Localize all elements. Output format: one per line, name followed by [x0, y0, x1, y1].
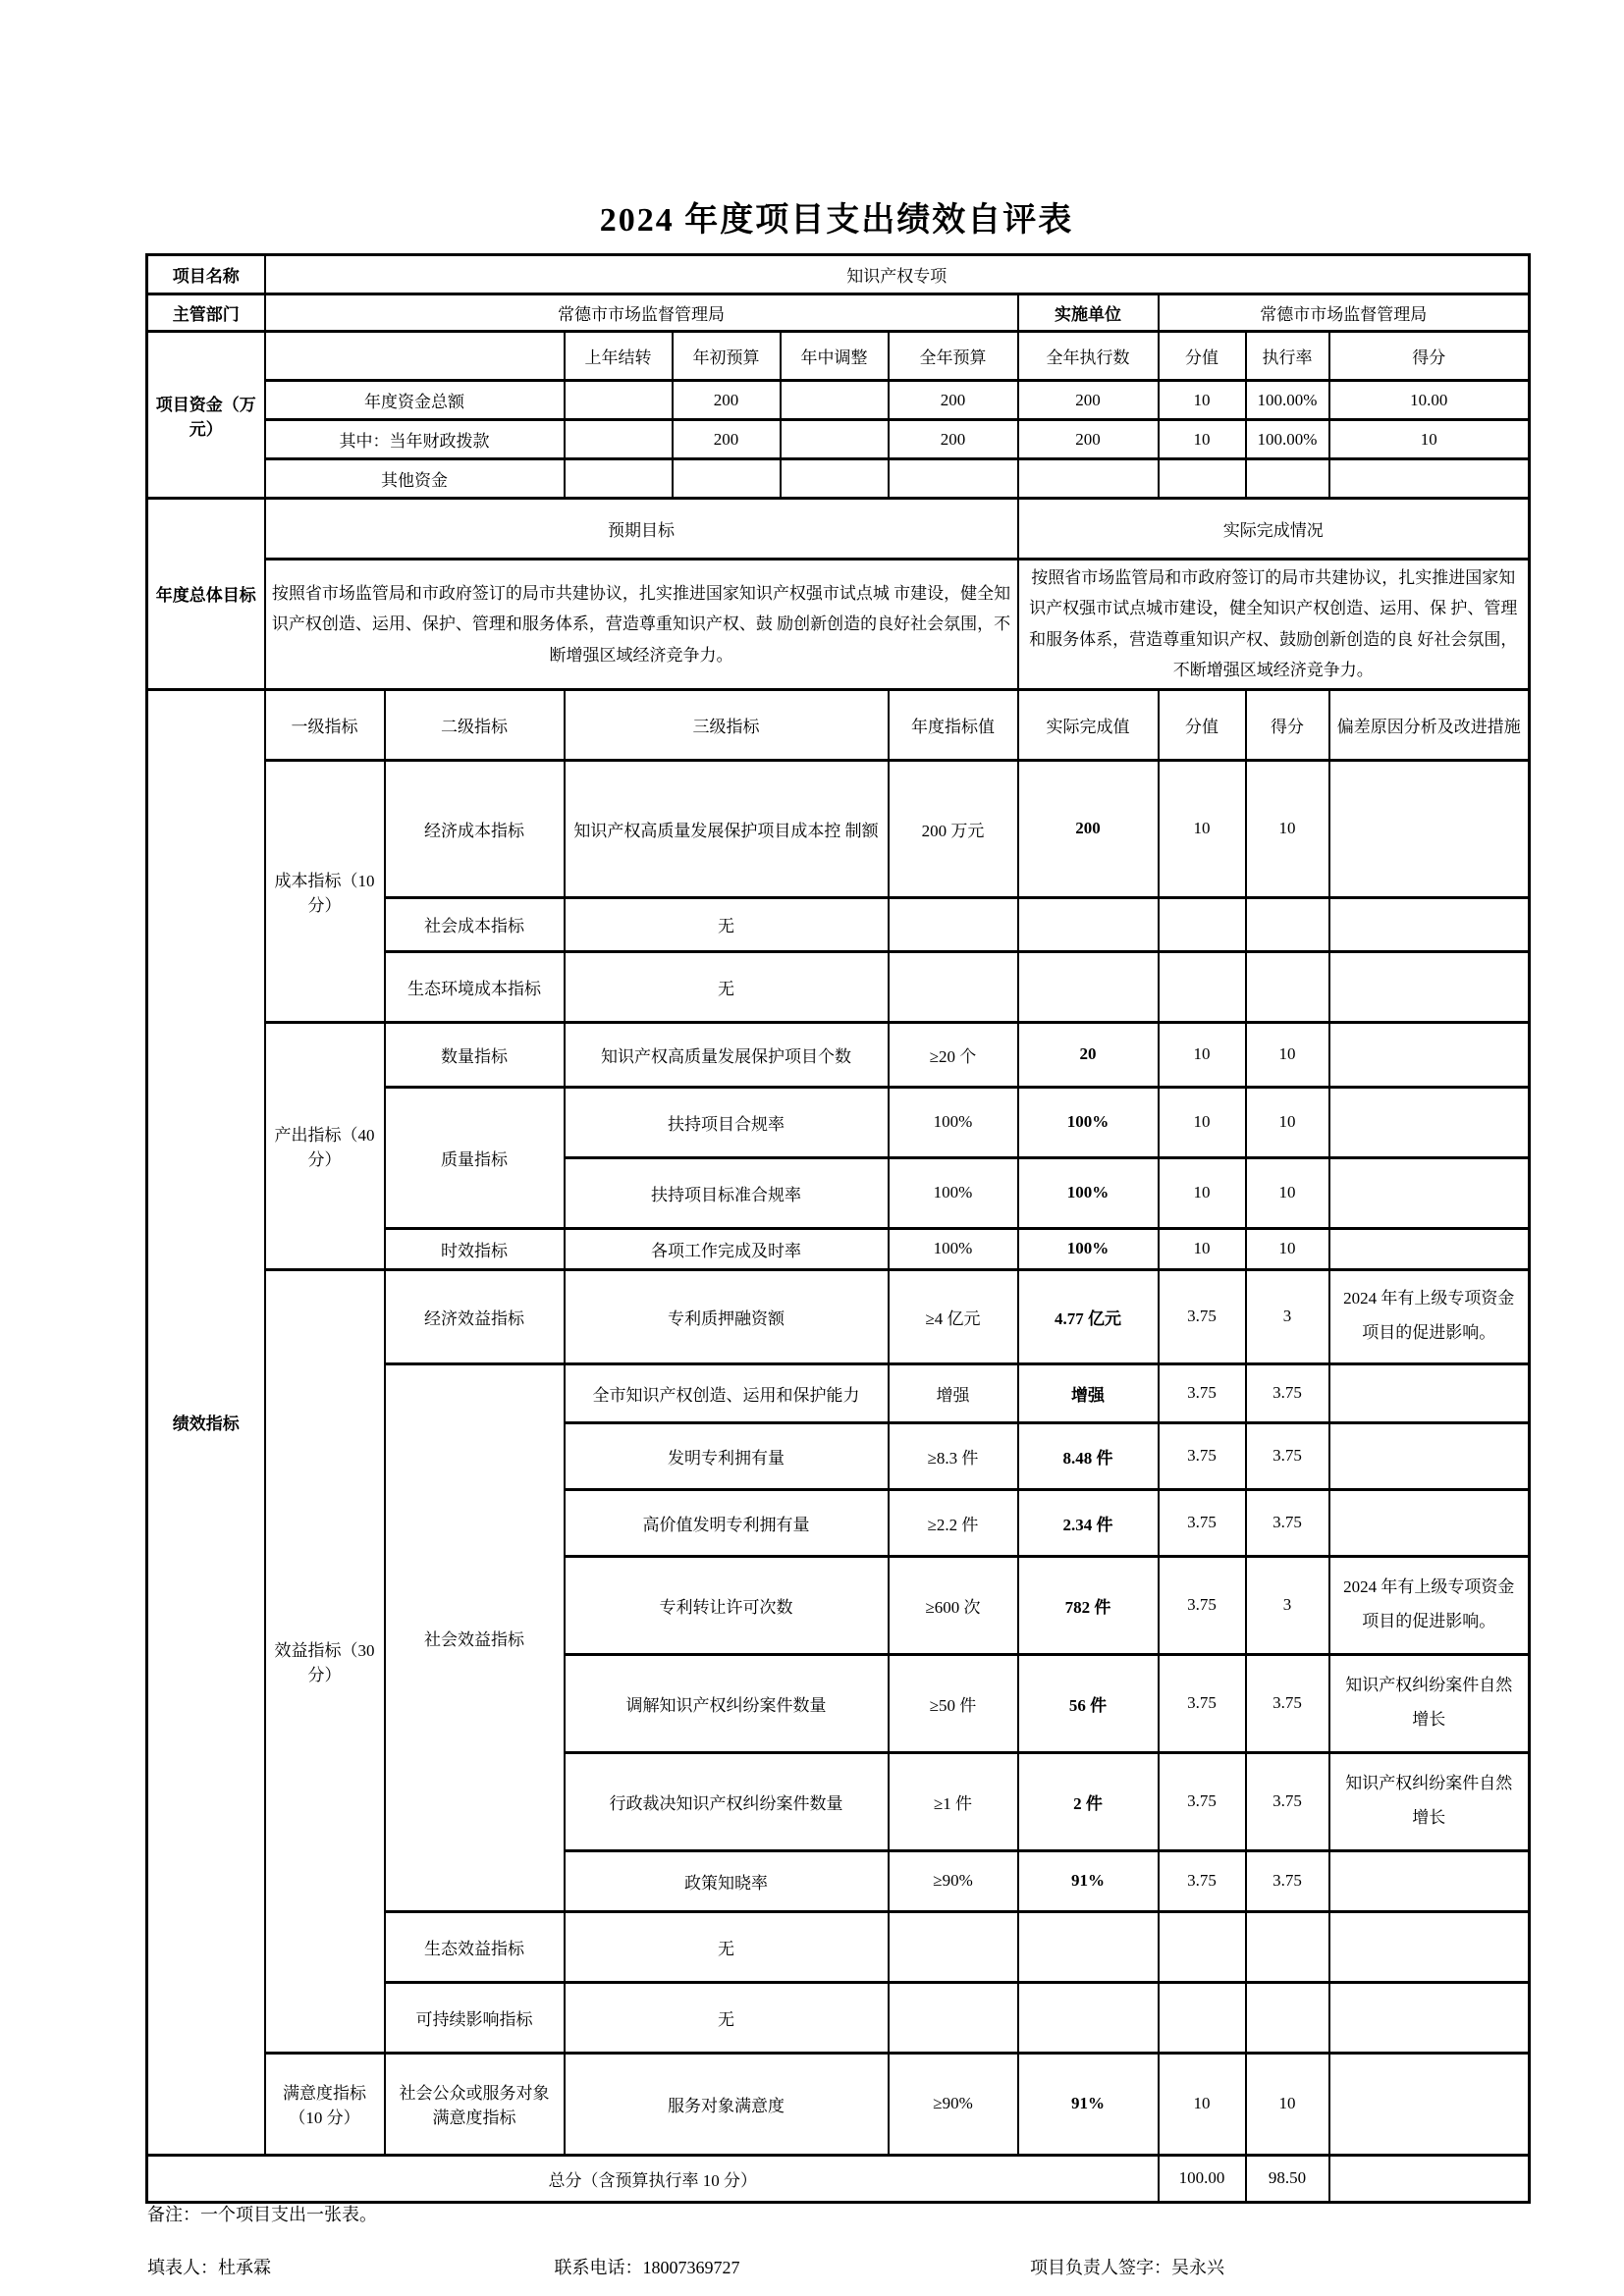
score-max: 3.75	[1159, 1850, 1246, 1911]
score: 3.75	[1246, 1422, 1329, 1489]
target-value: 增强	[889, 1363, 1018, 1422]
score-max: 3.75	[1159, 1422, 1246, 1489]
funding-row-label: 其中：当年财政拨款	[265, 420, 565, 459]
funding-cell: 200	[673, 381, 781, 420]
funding-cell	[781, 459, 889, 499]
funding-cell	[565, 459, 673, 499]
funding-cell: 10	[1159, 381, 1246, 420]
target-value	[889, 1982, 1018, 2053]
target-value: 100%	[889, 1228, 1018, 1269]
score-max: 10	[1159, 2053, 1246, 2155]
indicator-col-header: 三级指标	[565, 689, 889, 760]
indicator-row	[147, 2053, 1530, 2155]
target-value: ≥20 个	[889, 1022, 1018, 1087]
deviation-note	[1329, 1157, 1530, 1228]
funding-row-label: 年度资金总额	[265, 381, 565, 420]
total-score: 98.50	[1246, 2155, 1329, 2202]
target-value: ≥8.3 件	[889, 1422, 1018, 1489]
score: 3	[1246, 1556, 1329, 1654]
deviation-note	[1329, 1982, 1530, 2053]
funding-col-header: 年中调整	[781, 332, 889, 381]
level3-name: 调解知识产权纠纷案件数量	[565, 1654, 889, 1752]
deviation-note: 知识产权纠纷案件自然 增长	[1329, 1752, 1530, 1850]
level3-name: 扶持项目标准合规率	[565, 1157, 889, 1228]
score-max: 3.75	[1159, 1269, 1246, 1363]
score: 10	[1246, 1087, 1329, 1157]
deviation-note	[1329, 1022, 1530, 1087]
funding-cell	[673, 459, 781, 499]
funding-cell: 200	[673, 420, 781, 459]
target-value: ≥90%	[889, 1850, 1018, 1911]
deviation-note	[1329, 1422, 1530, 1489]
score: 3.75	[1246, 1752, 1329, 1850]
level3-name: 扶持项目合规率	[565, 1087, 889, 1157]
score: 3.75	[1246, 1363, 1329, 1422]
indicator-section-label: 绩效指标	[147, 689, 265, 2155]
funding-cell	[1329, 459, 1530, 499]
contact-phone: 联系电话：18007369727	[554, 2258, 740, 2277]
level2-econ-cost: 经济成本指标	[385, 760, 565, 897]
deviation-note	[1329, 1911, 1530, 1982]
indicator-col-header: 偏差原因分析及改进措施	[1329, 689, 1530, 760]
target-value: ≥1 件	[889, 1752, 1018, 1850]
impl-unit-label: 实施单位	[1018, 294, 1159, 332]
funding-cell	[1018, 459, 1159, 499]
deviation-note	[1329, 1363, 1530, 1422]
score: 10	[1246, 760, 1329, 897]
actual-value: 4.77 亿元	[1018, 1269, 1159, 1363]
score-max	[1159, 1911, 1246, 1982]
actual-completion-header: 实际完成情况	[1018, 499, 1530, 560]
empty-cell	[265, 332, 565, 381]
deviation-note: 2024 年有上级专项资金 项目的促进影响。	[1329, 1556, 1530, 1654]
level2-social-benefit: 社会效益指标	[385, 1363, 565, 1911]
actual-value	[1018, 1982, 1159, 2053]
score-max: 3.75	[1159, 1752, 1246, 1850]
level3-name: 全市知识产权创造、运用和保护能力	[565, 1363, 889, 1422]
remark-note: 备注：一个项目支出一张表。	[147, 2205, 377, 2224]
level1-benefit: 效益指标（30 分）	[265, 1269, 385, 2053]
project-name-value: 知识产权专项	[265, 255, 1530, 294]
funding-cell	[889, 459, 1018, 499]
funding-cell: 10	[1159, 420, 1246, 459]
table-row	[147, 255, 1530, 294]
actual-value: 100%	[1018, 1228, 1159, 1269]
target-value	[889, 1911, 1018, 1982]
actual-value: 91%	[1018, 1850, 1159, 1911]
funding-cell	[565, 420, 673, 459]
level2-eco-cost: 生态环境成本指标	[385, 951, 565, 1022]
level3-name: 发明专利拥有量	[565, 1422, 889, 1489]
funding-row	[147, 381, 1530, 420]
actual-value: 8.48 件	[1018, 1422, 1159, 1489]
funding-cell	[781, 420, 889, 459]
level2-sustain: 可持续影响指标	[385, 1982, 565, 2053]
deviation-note	[1329, 760, 1530, 897]
score-max	[1159, 1982, 1246, 2053]
score-max: 10	[1159, 760, 1246, 897]
level2-timeliness: 时效指标	[385, 1228, 565, 1269]
goal-section-label: 年度总体目标	[147, 499, 265, 690]
score: 3	[1246, 1269, 1329, 1363]
funding-col-header: 分值	[1159, 332, 1246, 381]
actual-value	[1018, 951, 1159, 1022]
target-value: ≥600 次	[889, 1556, 1018, 1654]
funding-col-header: 上年结转	[565, 332, 673, 381]
funding-col-header: 执行率	[1246, 332, 1329, 381]
level3-name: 无	[565, 1982, 889, 2053]
level3-name: 专利转让许可次数	[565, 1556, 889, 1654]
actual-completion-text: 按照省市场监管局和市政府签订的局市共建协议，扎实推进国家知识产权强市试点城市建设，健全知识产权创造、运用、保 护、管理和服务体系，营造尊重知识产权、鼓励创新创造的良 好社会氛围，不断增强区域经济竞争力。	[1018, 560, 1530, 690]
indicator-col-header: 年度指标值	[889, 689, 1018, 760]
score	[1246, 1911, 1329, 1982]
indicator-col-header: 一级指标	[265, 689, 385, 760]
funding-cell: 200	[1018, 420, 1159, 459]
actual-value: 200	[1018, 760, 1159, 897]
level3-name: 服务对象满意度	[565, 2053, 889, 2155]
funding-row	[147, 459, 1530, 499]
target-value: 100%	[889, 1087, 1018, 1157]
level3-name: 政策知晓率	[565, 1850, 889, 1911]
total-row	[147, 2155, 1530, 2202]
funding-cell: 200	[889, 381, 1018, 420]
funding-cell	[1246, 459, 1329, 499]
total-label: 总分（含预算执行率 10 分）	[147, 2155, 1159, 2202]
level3-name: 知识产权高质量发展保护项目个数	[565, 1022, 889, 1087]
target-value: ≥4 亿元	[889, 1269, 1018, 1363]
funding-cell: 100.00%	[1246, 381, 1329, 420]
indicator-row	[147, 1022, 1530, 1087]
funding-col-header: 年初预算	[673, 332, 781, 381]
deviation-note	[1329, 897, 1530, 951]
level2-quantity: 数量指标	[385, 1022, 565, 1087]
indicator-row	[147, 760, 1530, 897]
score: 10	[1246, 1228, 1329, 1269]
evaluation-table	[145, 253, 1531, 2204]
level3-name: 高价值发明专利拥有量	[565, 1489, 889, 1556]
deviation-note	[1329, 1489, 1530, 1556]
score-max: 10	[1159, 1022, 1246, 1087]
deviation-note: 2024 年有上级专项资金 项目的促进影响。	[1329, 1269, 1530, 1363]
funding-cell	[781, 381, 889, 420]
level2-satisfaction: 社会公众或服务对象满意度指标	[385, 2053, 565, 2155]
score-max	[1159, 897, 1246, 951]
deviation-note	[1329, 1850, 1530, 1911]
funding-section-label: 项目资金（万元）	[147, 332, 265, 499]
actual-value: 56 件	[1018, 1654, 1159, 1752]
score	[1246, 951, 1329, 1022]
indicator-header-row	[147, 689, 1530, 760]
score: 3.75	[1246, 1654, 1329, 1752]
table-row	[147, 294, 1530, 332]
level1-output: 产出指标（40 分）	[265, 1022, 385, 1269]
indicator-col-header: 得分	[1246, 689, 1329, 760]
total-score-max: 100.00	[1159, 2155, 1246, 2202]
funding-cell: 10	[1329, 420, 1530, 459]
actual-value: 91%	[1018, 2053, 1159, 2155]
level1-cost: 成本指标（10 分）	[265, 760, 385, 1022]
level3-name: 各项工作完成及时率	[565, 1228, 889, 1269]
level3-name: 无	[565, 1911, 889, 1982]
target-value	[889, 951, 1018, 1022]
footer-signature-row	[147, 2254, 1530, 2279]
target-value: 200 万元	[889, 760, 1018, 897]
score-max: 3.75	[1159, 1363, 1246, 1422]
score-max: 3.75	[1159, 1654, 1246, 1752]
actual-value: 2 件	[1018, 1752, 1159, 1850]
funding-cell	[1159, 459, 1246, 499]
score: 3.75	[1246, 1489, 1329, 1556]
level2-eco-benefit: 生态效益指标	[385, 1911, 565, 1982]
score-max: 10	[1159, 1087, 1246, 1157]
impl-unit-value: 常德市市场监督管理局	[1159, 294, 1530, 332]
level2-social-cost: 社会成本指标	[385, 897, 565, 951]
funding-cell: 200	[889, 420, 1018, 459]
indicator-col-header: 分值	[1159, 689, 1246, 760]
deviation-note	[1329, 1087, 1530, 1157]
actual-value: 100%	[1018, 1157, 1159, 1228]
deviation-note	[1329, 2053, 1530, 2155]
project-leader-signature: 项目负责人签字：吴永兴	[1030, 2258, 1224, 2277]
score-max: 3.75	[1159, 1556, 1246, 1654]
page-title: 2024 年度项目支出绩效自评表	[599, 202, 1074, 239]
score: 10	[1246, 1157, 1329, 1228]
level3-name: 专利质押融资额	[565, 1269, 889, 1363]
actual-value: 增强	[1018, 1363, 1159, 1422]
goal-text-row	[147, 560, 1530, 690]
score-max: 3.75	[1159, 1489, 1246, 1556]
target-value: ≥90%	[889, 2053, 1018, 2155]
dept-label: 主管部门	[147, 294, 265, 332]
funding-col-header: 得分	[1329, 332, 1530, 381]
score: 3.75	[1246, 1850, 1329, 1911]
goal-header-row	[147, 499, 1530, 560]
funding-cell: 100.00%	[1246, 420, 1329, 459]
funding-header-row	[147, 332, 1530, 381]
funding-row-label: 其他资金	[265, 459, 565, 499]
actual-value: 782 件	[1018, 1556, 1159, 1654]
actual-value	[1018, 897, 1159, 951]
funding-row	[147, 420, 1530, 459]
funding-cell	[565, 381, 673, 420]
indicator-row	[147, 1269, 1530, 1363]
expected-goal-header: 预期目标	[265, 499, 1018, 560]
form-filler: 填表人：杜承霖	[147, 2258, 271, 2277]
score	[1246, 1982, 1329, 2053]
project-name-label: 项目名称	[147, 255, 265, 294]
deviation-note	[1329, 1228, 1530, 1269]
score: 10	[1246, 1022, 1329, 1087]
indicator-col-header: 实际完成值	[1018, 689, 1159, 760]
indicator-col-header: 二级指标	[385, 689, 565, 760]
empty-cell	[1329, 2155, 1530, 2202]
level3-name: 无	[565, 897, 889, 951]
level1-satisfaction: 满意度指标（10 分）	[265, 2053, 385, 2155]
target-value	[889, 897, 1018, 951]
funding-col-header: 全年执行数	[1018, 332, 1159, 381]
target-value: ≥2.2 件	[889, 1489, 1018, 1556]
actual-value: 20	[1018, 1022, 1159, 1087]
level2-econ-benefit: 经济效益指标	[385, 1269, 565, 1363]
actual-value: 100%	[1018, 1087, 1159, 1157]
score-max: 10	[1159, 1228, 1246, 1269]
level3-name: 无	[565, 951, 889, 1022]
expected-goal-text: 按照省市场监管局和市政府签订的局市共建协议，扎实推进国家知识产权强市试点城 市建设，健全知识产权创造、运用、保护、管理和服务体系，营造尊重知识产权、鼓 励创新创造的良好社会氛围，不断增强区域经济竞争力。	[265, 560, 1018, 690]
deviation-note: 知识产权纠纷案件自然 增长	[1329, 1654, 1530, 1752]
score	[1246, 897, 1329, 951]
score-max	[1159, 951, 1246, 1022]
funding-col-header: 全年预算	[889, 332, 1018, 381]
score: 10	[1246, 2053, 1329, 2155]
level3-name: 行政裁决知识产权纠纷案件数量	[565, 1752, 889, 1850]
deviation-note	[1329, 951, 1530, 1022]
actual-value	[1018, 1911, 1159, 1982]
target-value: ≥50 件	[889, 1654, 1018, 1752]
funding-cell: 10.00	[1329, 381, 1530, 420]
score-max: 10	[1159, 1157, 1246, 1228]
level3-name: 知识产权高质量发展保护项目成本控 制额	[565, 760, 889, 897]
dept-value: 常德市市场监督管理局	[265, 294, 1018, 332]
funding-cell: 200	[1018, 381, 1159, 420]
actual-value: 2.34 件	[1018, 1489, 1159, 1556]
target-value: 100%	[889, 1157, 1018, 1228]
level2-quality: 质量指标	[385, 1087, 565, 1228]
